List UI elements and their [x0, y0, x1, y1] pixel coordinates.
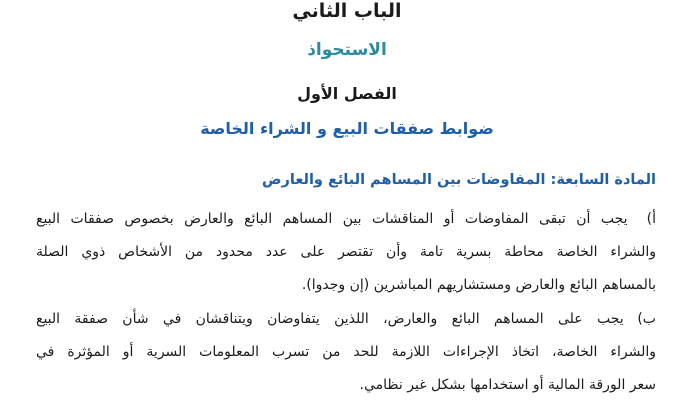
paragraph-b: [36, 303, 656, 402]
paragraph-line: [36, 236, 656, 269]
paragraph-text: سعر الورقة المالية أو استخدامها بشكل غير نظامي.: [359, 377, 656, 393]
paragraph-marker: أ): [646, 211, 656, 227]
paragraph-line: [36, 336, 656, 369]
chapter-heading: الباب الثاني: [292, 0, 402, 22]
paragraph-text: يجب على المساهم البائع والعارض، اللذين يتفاوضان ويتناقشان في شأن صفقة البيع: [36, 311, 624, 327]
paragraph-line: [36, 203, 656, 236]
paragraph-line: [36, 269, 656, 302]
paragraph-line: [36, 303, 656, 336]
paragraph-a: [36, 203, 656, 302]
section-heading: الاستحواذ: [307, 40, 387, 60]
paragraph-text: والشراء الخاصة، اتخاذ الإجراءات اللازمة للحد من تسرب المعلومات السرية أو المؤثرة في: [36, 344, 656, 360]
article-title: المادة السابعة: المفاوضات بين المساهم البائع والعارض: [262, 172, 656, 188]
paragraph-text: والشراء الخاصة محاطة بسرية تامة وأن تقتصر على عدد محدود من الأشخاص ذوي الصلة: [36, 244, 656, 260]
paragraph-text: يجب أن تبقى المفاوضات أو المناقشات بين المساهم البائع والعارض بخصوص صفقات البيع: [36, 211, 628, 227]
subsection-heading: الفصل الأول: [297, 84, 397, 103]
paragraph-text: بالمساهم البائع والعارض ومستشاريهم المباشرين (إن وجدوا).: [301, 277, 656, 293]
paragraph-marker: ب): [637, 311, 656, 327]
paragraph-line: [36, 369, 656, 402]
subtitle-heading: ضوابط صفقات البيع و الشراء الخاصة: [200, 119, 494, 138]
